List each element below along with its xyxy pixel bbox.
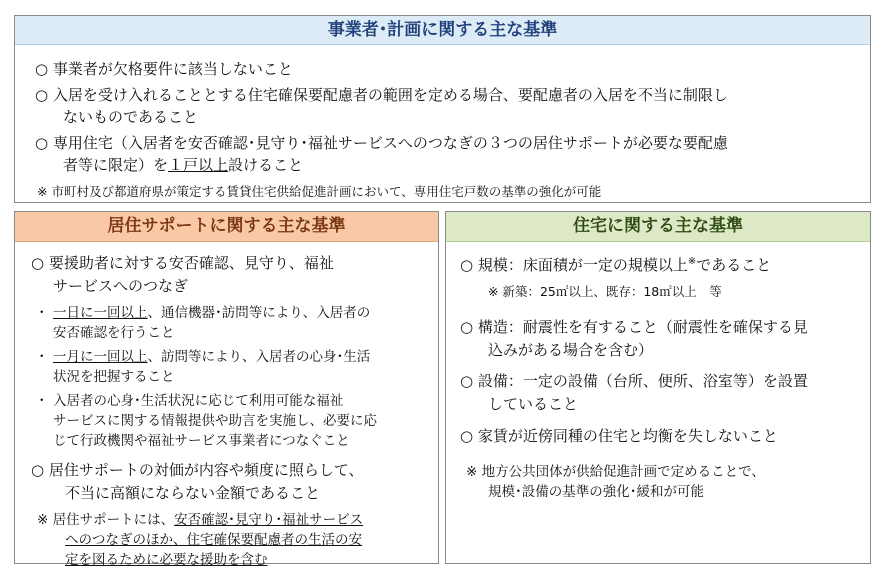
residence-support-criteria-header — [15, 212, 438, 242]
support-fee-criterion: ○ 居住サポートの対価が内容や頻度に照らして、 — [31, 461, 364, 479]
residence-support-criteria-title: 居住サポートに関する主な基準 — [107, 216, 346, 236]
housing-note-line-1: ※ 地方公共団体が供給促進計画で定めることで、 — [466, 464, 765, 480]
safety-check-line — [53, 301, 370, 321]
housing-structure-criterion: ○ 構造：耐震性を有すること（耐震性を確保する見 — [460, 318, 808, 336]
info-provision-line-1: 入居者の心身･生活状況に応じて利用可能な福祉 — [53, 393, 344, 409]
once-a-month: 一月に一回以上 — [53, 349, 148, 365]
housing-criteria-box — [445, 211, 871, 564]
housing-equipment-criterion: ○ 設備：一定の設備（台所、便所、浴室等）を設置 — [460, 372, 808, 390]
housing-size-text: ○ 規模：床面積が一定の規模以上 — [460, 256, 688, 274]
safety-check-text: 、通信機器･訪問等により、入居者の — [147, 305, 371, 321]
status-check-cont: 状況を把握すること — [53, 369, 175, 385]
criterion-dedicated-housing-cont — [63, 154, 303, 175]
info-provision-line-3: じて行政機関や福祉サービス事業者につなぐこと — [53, 433, 350, 449]
bullet-dot: ・ — [35, 349, 49, 365]
once-a-day: 一日に一回以上 — [53, 305, 148, 321]
business-plan-criteria-title: 事業者･計画に関する主な基準 — [327, 20, 558, 40]
housing-size-criterion — [460, 254, 771, 275]
residence-support-criteria-box — [14, 211, 439, 568]
support-item-1: ○ 要援助者に対する安否確認、見守り、福祉 — [31, 254, 334, 272]
support-note-line-1 — [37, 508, 363, 528]
criterion-dedicated-housing-cont-a: 者等に限定）を — [63, 156, 169, 174]
housing-structure-criterion-cont: 込みがある場合を含む） — [488, 341, 654, 359]
business-plan-criteria-header — [15, 16, 870, 45]
housing-criteria-header — [446, 212, 870, 242]
one-unit-or-more: １戸以上 — [168, 156, 229, 174]
support-fee-criterion-cont: 不当に高額にならない金額であること — [65, 484, 321, 502]
criterion-disqualification: ○ 事業者が欠格要件に該当しないこと — [35, 60, 293, 78]
housing-size-note: ※ 新築：25㎡以上、既存：18㎡以上 等 — [488, 284, 722, 299]
support-note-prefix: ※ 居住サポートには、 — [37, 512, 175, 528]
criterion-dedicated-housing: ○ 専用住宅（入居者を安否確認･見守り･福祉サービスへのつなぎの３つの居住サポートが必要な要配慮 — [35, 134, 728, 152]
status-check-line — [53, 345, 370, 365]
bullet-dot: ・ — [35, 305, 49, 321]
support-note-line-3: 定を図るために必要な援助を含む — [65, 552, 268, 568]
housing-note-line-2: 規模･設備の基準の強化･緩和が可能 — [488, 484, 704, 500]
housing-criteria-title: 住宅に関する主な基準 — [573, 216, 743, 236]
note-mark: ※ — [687, 256, 697, 267]
criterion-no-unfair-restriction-cont: ないものであること — [63, 108, 199, 126]
criterion-dedicated-housing-cont-b: 設けること — [228, 156, 304, 174]
criterion-no-unfair-restriction: ○ 入居を受け入れることとする住宅確保要配慮者の範囲を定める場合、要配慮者の入居を不当に制限し — [35, 86, 728, 104]
support-item-1-cont: サービスへのつなぎ — [53, 277, 189, 295]
info-provision-line-2: サービスに関する情報提供や助言を実施し、必要に応 — [53, 413, 377, 429]
bullet-dot: ・ — [35, 393, 49, 409]
housing-rent-criterion: ○ 家賃が近傍同種の住宅と均衡を失しないこと — [460, 427, 778, 445]
housing-size-suffix: であること — [696, 256, 772, 274]
support-note-line-2: へのつなぎのほか、住宅確保要配慮者の生活の安 — [65, 532, 362, 548]
top-note: ※ 市町村及び都道府県が策定する賃貸住宅供給促進計画において、専用住宅戸数の基準の強化が可能 — [37, 184, 602, 199]
support-note-underlined: 安否確認･見守り･福祉サービス — [174, 512, 364, 528]
housing-equipment-criterion-cont: していること — [488, 395, 579, 413]
business-plan-criteria-box — [14, 15, 871, 203]
safety-check-cont: 安否確認を行うこと — [53, 325, 175, 341]
status-check-text: 、訪問等により、入居者の心身･生活 — [147, 349, 371, 365]
